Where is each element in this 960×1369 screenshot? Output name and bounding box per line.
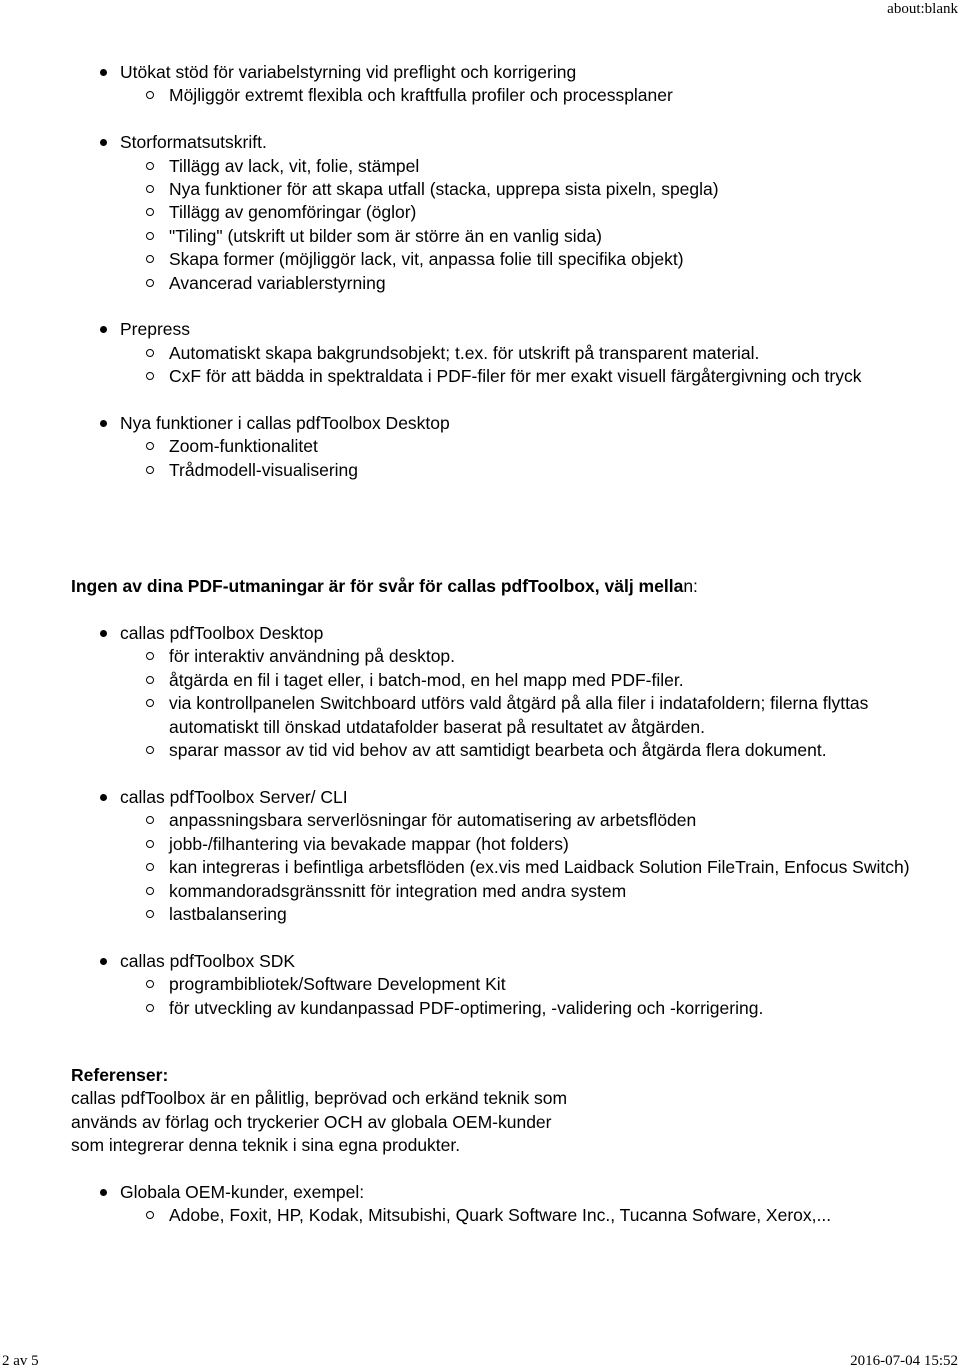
section-heading-bold: Ingen av dina PDF-utmaningar är för svår för callas pdfToolbox, välj mella — [71, 576, 684, 597]
document-body — [71, 61, 931, 1228]
sub-list-item: Möjliggör extremt flexibla och kraftfulla profiler och processplaner — [120, 84, 931, 107]
list-item-label: callas pdfToolbox Server/ CLI — [120, 786, 348, 807]
sub-list-item: för utveckling av kundanpassad PDF-optimering, -validering och -korrigering. — [120, 997, 931, 1020]
sub-list-item: Skapa former (möjliggör lack, vit, anpassa folie till specifika objekt) — [120, 248, 931, 271]
sub-list — [120, 809, 931, 926]
sub-list-item: Trådmodell-visualisering — [120, 459, 931, 482]
references-line: som integrerar denna teknik i sina egna produkter. — [71, 1135, 461, 1156]
list-item-label: callas pdfToolbox Desktop — [120, 623, 324, 644]
references-block — [71, 1064, 931, 1158]
sub-list — [120, 342, 931, 389]
list-item-pdftoolbox-server — [71, 786, 931, 926]
sub-list — [120, 155, 931, 295]
sub-list-item: lastbalansering — [120, 903, 931, 926]
oem-list — [71, 1181, 931, 1228]
page-number: 2 av 5 — [2, 1353, 39, 1369]
print-footer — [0, 1353, 960, 1369]
references-heading: Referenser: — [71, 1064, 169, 1085]
desktop-features-group — [71, 412, 931, 482]
sub-list-item: kan integreras i befintliga arbetsflöden (ex.vis med Laidback Solution FileTrain, Enfocus Switch) — [120, 856, 931, 879]
list-item-oem-customers — [71, 1181, 931, 1228]
sub-list-item: "Tiling" (utskrift ut bilder som är större än en vanlig sida) — [120, 225, 931, 248]
large-format-list — [71, 131, 931, 295]
desktop-product-group — [71, 622, 931, 762]
sub-list-item: Avancerad variablerstyrning — [120, 272, 931, 295]
sub-list-item: Zoom-funktionalitet — [120, 435, 931, 458]
section-heading — [71, 575, 931, 598]
references-line: callas pdfToolbox är en pålitlig, beprövad och erkänd teknik som — [71, 1088, 568, 1109]
section-heading-rest: n: — [683, 576, 698, 597]
sub-list-item: programbibliotek/Software Development Kit — [120, 973, 931, 996]
list-item-large-format — [71, 131, 931, 295]
sub-list-item: för interaktiv användning på desktop. — [120, 645, 931, 668]
list-item-label: Storformatsutskrift. — [120, 132, 267, 153]
sub-list-item: sparar massor av tid vid behov av att samtidigt bearbeta och åtgärda flera dokument. — [120, 739, 931, 762]
list-item-pdftoolbox-desktop — [71, 622, 931, 762]
sub-list-item: Tillägg av lack, vit, folie, stämpel — [120, 155, 931, 178]
sub-list — [120, 645, 931, 762]
list-item-label: callas pdfToolbox SDK — [120, 950, 296, 971]
sub-list-item: Automatiskt skapa bakgrundsobjekt; t.ex. för utskrift på transparent material. — [120, 342, 931, 365]
list-item-label: Utökat stöd för variabelstyrning vid preflight och korrigering — [120, 62, 577, 82]
sub-list — [120, 973, 931, 1020]
list-item-pdftoolbox-sdk — [71, 950, 931, 1020]
server-product-list — [71, 786, 931, 926]
features-list-group — [71, 61, 931, 108]
sub-list — [120, 84, 931, 107]
prepress-list — [71, 318, 931, 388]
sub-list-item: via kontrollpanelen Switchboard utförs vald åtgärd på alla filer i indatafoldern; filerna flyttas automatiskt till önskad utdatafolder baserat på resultatet av åtgärden. — [120, 692, 931, 739]
sub-list — [120, 1204, 931, 1227]
list-item-desktop-features — [71, 412, 931, 482]
oem-group — [71, 1181, 931, 1228]
desktop-product-list — [71, 622, 931, 762]
sub-list-item: Tillägg av genomföringar (öglor) — [120, 201, 931, 224]
large-format-group — [71, 131, 931, 295]
desktop-features-list — [71, 412, 931, 482]
sub-list-item: Adobe, Foxit, HP, Kodak, Mitsubishi, Quark Software Inc., Tucanna Sofware, Xerox,... — [120, 1204, 931, 1227]
sdk-product-group — [71, 950, 931, 1020]
sub-list-item: åtgärda en fil i taget eller, i batch-mod, en hel mapp med PDF-filer. — [120, 669, 931, 692]
sub-list-item: CxF för att bädda in spektraldata i PDF-filer för mer exakt visuell färgåtergivning och tryck — [120, 365, 931, 388]
list-item-prepress — [71, 318, 931, 388]
features-list — [71, 61, 931, 108]
print-datetime: 2016-07-04 15:52 — [850, 1353, 958, 1369]
sub-list — [120, 435, 931, 482]
prepress-group — [71, 318, 931, 388]
sub-list-item: anpassningsbara serverlösningar för automatisering av arbetsflöden — [120, 809, 931, 832]
references-line: används av förlag och tryckerier OCH av globala OEM-kunder — [71, 1111, 552, 1132]
server-product-group — [71, 786, 931, 926]
sub-list-item: kommandoradsgränssnitt för integration med andra system — [120, 880, 931, 903]
sub-list-item: jobb-/filhantering via bevakade mappar (hot folders) — [120, 833, 931, 856]
list-item-label: Nya funktioner i callas pdfToolbox Desktop — [120, 413, 450, 434]
sdk-product-list — [71, 950, 931, 1020]
list-item-label: Globala OEM-kunder, exempel: — [120, 1181, 365, 1202]
list-item-label: Prepress — [120, 319, 191, 340]
list-item-variable-control — [71, 61, 931, 108]
print-header-url: about:blank — [887, 1, 958, 17]
sub-list-item: Nya funktioner för att skapa utfall (stacka, upprepa sista pixeln, spegla) — [120, 178, 931, 201]
